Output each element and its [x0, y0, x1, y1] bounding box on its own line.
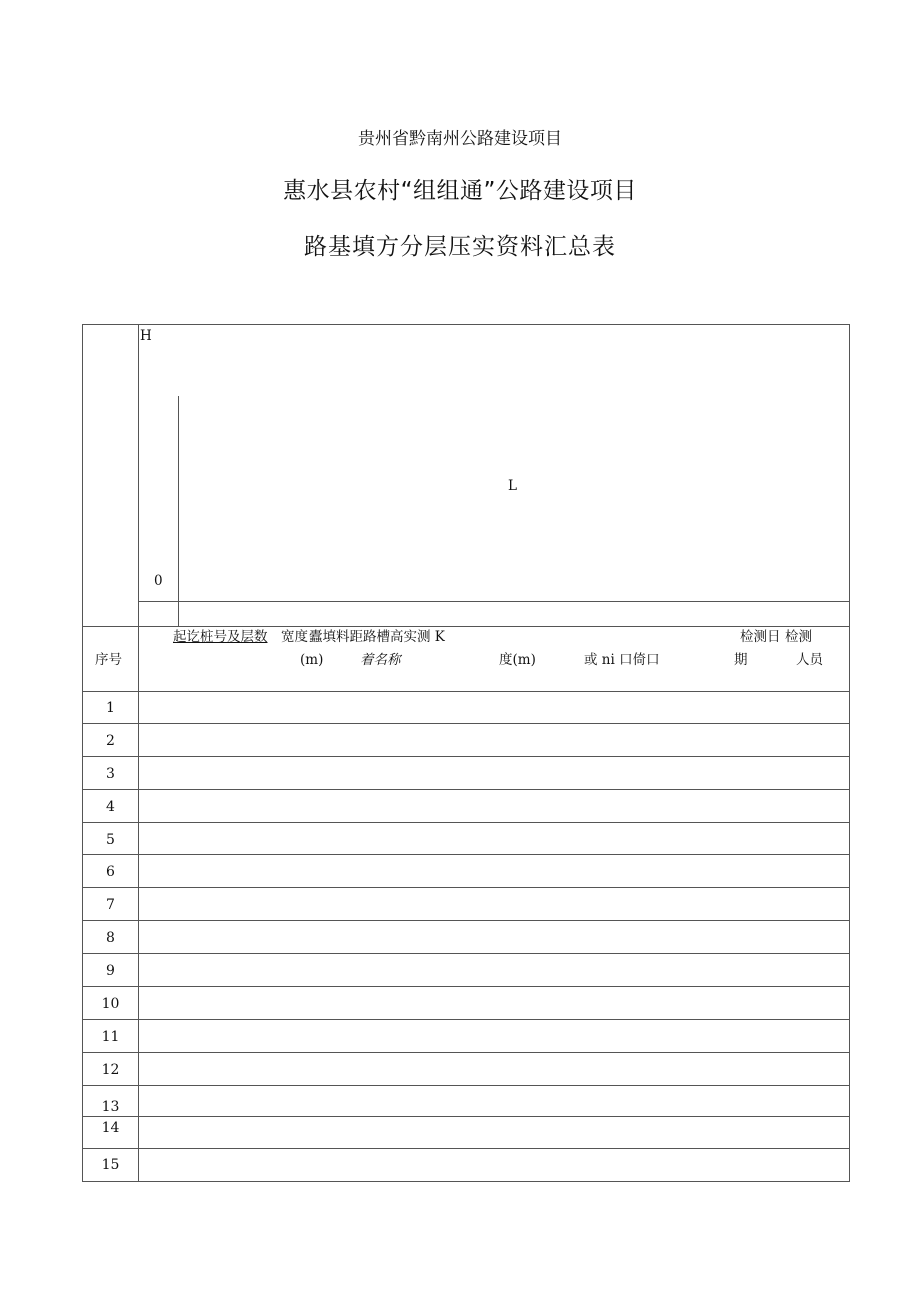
zero-label: 0 [154, 573, 163, 589]
header-inspection-date: 检测日 [740, 629, 781, 645]
table-row-number: 8 [106, 930, 115, 946]
header-station-layers: 起讫桩号及层数 [173, 629, 268, 645]
header-fill-name: 着名称 [360, 652, 401, 668]
header-bottom-line [82, 691, 850, 692]
row-divider [82, 1019, 850, 1020]
row-divider [82, 854, 850, 855]
header-width-unit: (m) [300, 652, 324, 668]
table-row-number: 9 [106, 963, 115, 979]
table-row-number: 13 [101, 1099, 120, 1115]
header-fill-height-measured: 蠹填料距路槽高实测 K [309, 629, 445, 645]
table-row-number: 6 [106, 864, 115, 880]
table-row-number: 4 [106, 799, 115, 815]
header-inspection-date-cont: 期 [734, 652, 748, 668]
table-bottom-border [82, 1181, 850, 1182]
header-width: 宽度 [281, 629, 308, 645]
row-divider [82, 887, 850, 888]
header-inspector-cont: 人员 [796, 652, 823, 668]
table-row-number: 11 [101, 1029, 120, 1045]
table-row-number: 14 [101, 1120, 120, 1136]
row-divider [82, 1148, 850, 1149]
row-divider [82, 1052, 850, 1053]
table-right-border [849, 324, 850, 1182]
header-top-line [82, 626, 850, 627]
seq-column-divider [138, 324, 139, 1182]
table-row-number: 5 [106, 832, 115, 848]
row-divider [82, 953, 850, 954]
table-row-number: 12 [101, 1062, 120, 1078]
row-divider [82, 1085, 850, 1086]
row-divider [82, 986, 850, 987]
table-row-number: 3 [106, 766, 115, 782]
row-divider [82, 756, 850, 757]
l-label: L [508, 478, 517, 494]
table-row-number: 10 [101, 996, 120, 1012]
table-row-number: 15 [101, 1157, 120, 1173]
project-title: 贵州省黔南州公路建设项目 [358, 129, 562, 149]
table-left-border [82, 324, 83, 1182]
row-divider [82, 1116, 850, 1117]
header-measured-value: 或 ni 口倚口 [584, 652, 660, 668]
row-divider [82, 822, 850, 823]
subproject-title: 惠水县农村“组组通”公路建设项目 [283, 178, 637, 204]
h-axis-label: H [140, 328, 152, 344]
header-inspector: 检测 [785, 629, 812, 645]
diagram-baseline [138, 601, 850, 602]
row-divider [82, 723, 850, 724]
table-row-number: 1 [106, 700, 115, 716]
header-seq: 序号 [95, 652, 122, 668]
table-row-number: 7 [106, 897, 115, 913]
diagram-vertical-axis [178, 396, 179, 626]
row-divider [82, 920, 850, 921]
table-top-border [82, 324, 850, 325]
table-row-number: 2 [106, 733, 115, 749]
form-title: 路基填方分层压实资料汇总表 [304, 234, 616, 260]
row-divider [82, 789, 850, 790]
header-height-unit: 度(m) [499, 652, 536, 668]
